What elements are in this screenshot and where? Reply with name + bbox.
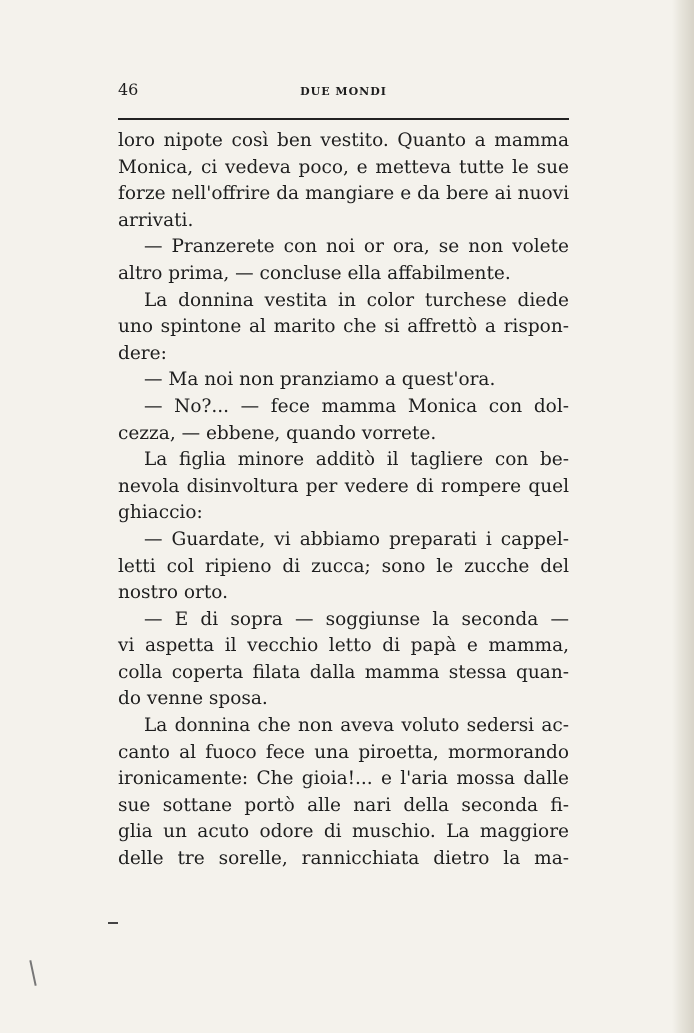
text-line: delle tre sorelle, rannicchiata dietro la ma- bbox=[118, 848, 569, 870]
text-line: — Ma noi non pranziamo a quest'ora. bbox=[144, 369, 496, 391]
text-line: La figlia minore additò il tagliere con be- bbox=[144, 449, 569, 471]
text-line: — Guardate, vi abbiamo preparati i cappel- bbox=[144, 528, 569, 550]
text-line: sue sottane portò alle nari della seconda fi- bbox=[118, 794, 569, 816]
text-line: altro prima, — concluse ella affabilmente. bbox=[118, 262, 511, 284]
text-line: glia un acuto odore di muschio. La maggiore bbox=[118, 821, 569, 843]
text-line: — No?... — fece mamma Monica con dol- bbox=[144, 395, 569, 417]
text-line: canto al fuoco fece una piroetta, mormorando bbox=[118, 741, 569, 763]
header-rule bbox=[118, 118, 569, 120]
margin-mark bbox=[108, 922, 118, 924]
text-line: La donnina vestita in color turchese diede bbox=[144, 289, 569, 311]
text-line: — Pranzerete con noi or ora, se non volete bbox=[144, 236, 569, 258]
margin-stroke bbox=[29, 960, 36, 986]
text-line: colla coperta filata dalla mamma stessa quan- bbox=[118, 661, 569, 683]
text-line: letti col ripieno di zucca; sono le zucche del bbox=[118, 555, 569, 577]
page-edge-shadow bbox=[672, 0, 694, 1033]
text-line: — E di sopra — soggiunse la seconda — bbox=[144, 608, 569, 630]
text-line: nostro orto. bbox=[118, 582, 228, 604]
text-line: ironicamente: Che gioia!... e l'aria mossa dalle bbox=[118, 768, 569, 790]
text-line: ghiaccio: bbox=[118, 502, 203, 524]
text-line: nevola disinvoltura per vedere di rompere quel bbox=[118, 475, 569, 497]
text-line: Monica, ci vedeva poco, e metteva tutte le sue bbox=[118, 156, 569, 178]
body-text bbox=[118, 128, 569, 873]
text-line: vi aspetta il vecchio letto di papà e mamma, bbox=[118, 635, 569, 657]
text-line: forze nell'offrire da mangiare e da bere ai nuovi bbox=[118, 183, 569, 205]
text-line: arrivati. bbox=[118, 209, 194, 231]
text-line: loro nipote così ben vestito. Quanto a mamma bbox=[118, 130, 569, 151]
text-line: cezza, — ebbene, quando vorrete. bbox=[118, 422, 437, 444]
text-line: uno spintone al marito che si affrettò a rispon- bbox=[118, 316, 569, 338]
text-line: La donnina che non aveva voluto sedersi ac- bbox=[144, 715, 569, 737]
text-line: dere: bbox=[118, 342, 167, 364]
page-number: 46 bbox=[118, 80, 139, 99]
page-header bbox=[118, 80, 569, 106]
text-line: do venne sposa. bbox=[118, 688, 268, 710]
running-title: DUE MONDI bbox=[300, 85, 387, 98]
